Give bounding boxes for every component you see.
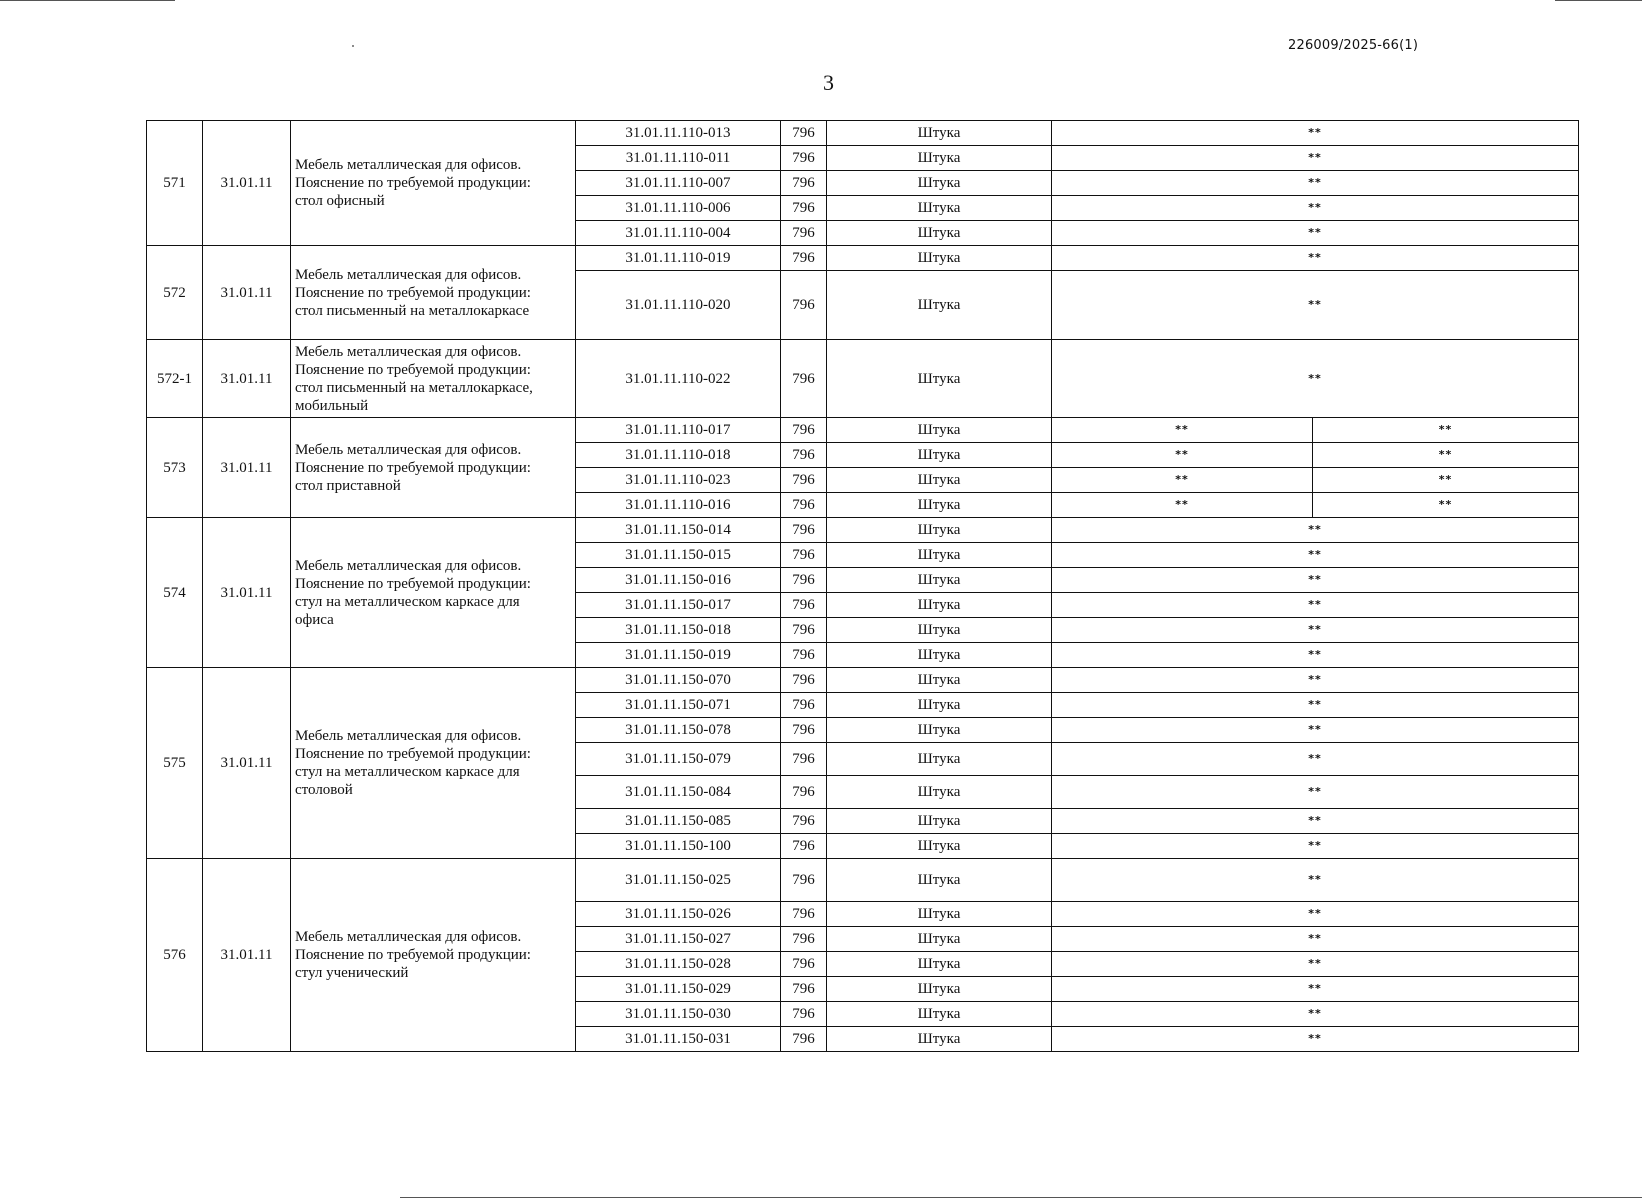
unit-name: Штука <box>827 618 1052 643</box>
okei-code: 796 <box>781 121 827 146</box>
scan-edge-line <box>400 1197 1642 1198</box>
ktru-code: 31.01.11.110-020 <box>576 271 781 340</box>
unit-name: Штука <box>827 668 1052 693</box>
description-line: мобильный <box>295 397 369 414</box>
okei-code: 796 <box>781 977 827 1002</box>
unit-name: Штука <box>827 568 1052 593</box>
item-number: 571 <box>147 121 203 246</box>
okei-code: 796 <box>781 196 827 221</box>
okei-code: 796 <box>781 902 827 927</box>
value-mark: ** <box>1052 718 1579 743</box>
okei-code: 796 <box>781 952 827 977</box>
page-number: 3 <box>823 70 834 95</box>
table-row <box>147 668 1579 693</box>
ktru-code: 31.01.11.150-025 <box>576 859 781 902</box>
ktru-code: 31.01.11.110-013 <box>576 121 781 146</box>
ktru-code: 31.01.11.150-031 <box>576 1027 781 1052</box>
okei-code: 796 <box>781 693 827 718</box>
okei-code: 796 <box>781 171 827 196</box>
value-mark: ** <box>1052 271 1579 340</box>
okei-code: 796 <box>781 493 827 518</box>
ktru-code: 31.01.11.150-015 <box>576 543 781 568</box>
value-mark: ** <box>1052 902 1579 927</box>
item-number: 573 <box>147 418 203 518</box>
okpd-class-code: 31.01.11 <box>203 668 291 859</box>
description-line: стол офисный <box>295 193 385 209</box>
item-description <box>291 121 576 246</box>
ktru-code: 31.01.11.150-029 <box>576 977 781 1002</box>
description-line: стол письменный на металлокаркасе, <box>295 379 533 396</box>
description-line: Мебель металлическая для офисов. <box>295 929 522 945</box>
value-mark: ** <box>1052 834 1579 859</box>
description-line: столовой <box>295 782 353 798</box>
unit-name: Штука <box>827 196 1052 221</box>
okpd-class-code: 31.01.11 <box>203 340 291 418</box>
okei-code: 796 <box>781 518 827 543</box>
item-number: 576 <box>147 859 203 1052</box>
description-line: стул ученический <box>295 965 409 981</box>
ktru-code: 31.01.11.150-019 <box>576 643 781 668</box>
item-description <box>291 859 576 1052</box>
ktru-code: 31.01.11.150-100 <box>576 834 781 859</box>
description-line: офиса <box>295 611 334 628</box>
ktru-code: 31.01.11.150-018 <box>576 618 781 643</box>
okei-code: 796 <box>781 568 827 593</box>
unit-name: Штука <box>827 809 1052 834</box>
description-line: Пояснение по требуемой продукции: <box>295 746 531 762</box>
value-mark: ** <box>1052 952 1579 977</box>
description-line: Мебель металлическая для офисов. <box>295 157 522 173</box>
description-line: стол приставной <box>295 477 401 494</box>
okei-code: 796 <box>781 146 827 171</box>
value-mark: ** <box>1052 859 1579 902</box>
document-id: 226009/2025-66(1) <box>1288 38 1419 53</box>
ktru-code: 31.01.11.110-023 <box>576 468 781 493</box>
value-mark: ** <box>1052 246 1579 271</box>
value-mark: ** <box>1052 443 1313 468</box>
value-mark: ** <box>1313 418 1579 443</box>
item-number: 575 <box>147 668 203 859</box>
item-number: 572-1 <box>147 340 203 418</box>
okei-code: 796 <box>781 1002 827 1027</box>
unit-name: Штука <box>827 593 1052 618</box>
value-mark: ** <box>1052 171 1579 196</box>
unit-name: Штука <box>827 271 1052 340</box>
scan-edge-line <box>0 0 175 1</box>
value-mark: ** <box>1052 1027 1579 1052</box>
value-mark: ** <box>1313 468 1579 493</box>
description-line: Пояснение по требуемой продукции: <box>295 361 531 378</box>
value-mark: ** <box>1052 693 1579 718</box>
ktru-code: 31.01.11.110-017 <box>576 418 781 443</box>
value-mark: ** <box>1052 543 1579 568</box>
ktru-code: 31.01.11.110-006 <box>576 196 781 221</box>
okei-code: 796 <box>781 618 827 643</box>
unit-name: Штука <box>827 859 1052 902</box>
value-mark: ** <box>1052 418 1313 443</box>
okei-code: 796 <box>781 927 827 952</box>
okei-code: 796 <box>781 809 827 834</box>
okei-code: 796 <box>781 643 827 668</box>
value-mark: ** <box>1052 340 1579 418</box>
okei-code: 796 <box>781 718 827 743</box>
item-description <box>291 668 576 859</box>
unit-name: Штука <box>827 121 1052 146</box>
ktru-code: 31.01.11.150-016 <box>576 568 781 593</box>
ktru-code: 31.01.11.110-016 <box>576 493 781 518</box>
unit-name: Штука <box>827 643 1052 668</box>
ktru-code: 31.01.11.110-018 <box>576 443 781 468</box>
description-line: Пояснение по требуемой продукции: <box>295 175 531 191</box>
okei-code: 796 <box>781 859 827 902</box>
value-mark: ** <box>1052 927 1579 952</box>
okei-code: 796 <box>781 271 827 340</box>
unit-name: Штука <box>827 543 1052 568</box>
value-mark: ** <box>1052 668 1579 693</box>
table-row <box>147 518 1579 543</box>
unit-name: Штука <box>827 221 1052 246</box>
description-line: Мебель металлическая для офисов. <box>295 557 522 574</box>
value-mark: ** <box>1052 618 1579 643</box>
ktru-code: 31.01.11.150-078 <box>576 718 781 743</box>
item-description <box>291 418 576 518</box>
item-number: 572 <box>147 246 203 340</box>
ktru-code: 31.01.11.150-030 <box>576 1002 781 1027</box>
description-line: Мебель металлическая для офисов. <box>295 266 522 283</box>
unit-name: Штука <box>827 693 1052 718</box>
item-description <box>291 518 576 668</box>
table-row <box>147 418 1579 443</box>
unit-name: Штука <box>827 834 1052 859</box>
okei-code: 796 <box>781 418 827 443</box>
value-mark: ** <box>1052 776 1579 809</box>
unit-name: Штука <box>827 1027 1052 1052</box>
okpd-class-code: 31.01.11 <box>203 859 291 1052</box>
value-mark: ** <box>1052 593 1579 618</box>
product-table <box>146 120 1579 1052</box>
unit-name: Штука <box>827 1002 1052 1027</box>
okpd-class-code: 31.01.11 <box>203 246 291 340</box>
ktru-code: 31.01.11.150-026 <box>576 902 781 927</box>
item-description <box>291 340 576 418</box>
unit-name: Штука <box>827 468 1052 493</box>
okpd-class-code: 31.01.11 <box>203 121 291 246</box>
okei-code: 796 <box>781 593 827 618</box>
unit-name: Штука <box>827 718 1052 743</box>
unit-name: Штука <box>827 340 1052 418</box>
unit-name: Штука <box>827 246 1052 271</box>
value-mark: ** <box>1313 443 1579 468</box>
okei-code: 796 <box>781 743 827 776</box>
okei-code: 796 <box>781 543 827 568</box>
description-line: стол письменный на металлокаркасе <box>295 302 530 319</box>
ktru-code: 31.01.11.110-011 <box>576 146 781 171</box>
ktru-code: 31.01.11.110-019 <box>576 246 781 271</box>
ktru-code: 31.01.11.150-070 <box>576 668 781 693</box>
value-mark: ** <box>1052 121 1579 146</box>
description-line: стул на металлическом каркасе для <box>295 593 520 610</box>
description-line: стул на металлическом каркасе для <box>295 764 520 780</box>
value-mark: ** <box>1052 146 1579 171</box>
ktru-code: 31.01.11.150-071 <box>576 693 781 718</box>
unit-name: Штука <box>827 743 1052 776</box>
okei-code: 796 <box>781 1027 827 1052</box>
ktru-code: 31.01.11.110-022 <box>576 340 781 418</box>
ktru-code: 31.01.11.150-017 <box>576 593 781 618</box>
description-line: Пояснение по требуемой продукции: <box>295 459 531 476</box>
value-mark: ** <box>1052 468 1313 493</box>
item-number: 574 <box>147 518 203 668</box>
scan-edge-line <box>1555 0 1642 1</box>
table-row <box>147 340 1579 418</box>
okei-code: 796 <box>781 246 827 271</box>
unit-name: Штука <box>827 776 1052 809</box>
okpd-class-code: 31.01.11 <box>203 518 291 668</box>
ktru-code: 31.01.11.110-004 <box>576 221 781 246</box>
table-row <box>147 859 1579 902</box>
ktru-code: 31.01.11.150-028 <box>576 952 781 977</box>
item-description <box>291 246 576 340</box>
unit-name: Штука <box>827 977 1052 1002</box>
description-line: Мебель металлическая для офисов. <box>295 441 522 458</box>
value-mark: ** <box>1052 196 1579 221</box>
unit-name: Штука <box>827 171 1052 196</box>
table-row <box>147 246 1579 271</box>
okei-code: 796 <box>781 340 827 418</box>
okpd-class-code: 31.01.11 <box>203 418 291 518</box>
description-line: Пояснение по требуемой продукции: <box>295 284 531 301</box>
ktru-code: 31.01.11.150-084 <box>576 776 781 809</box>
table-row <box>147 121 1579 146</box>
unit-name: Штука <box>827 443 1052 468</box>
unit-name: Штука <box>827 902 1052 927</box>
ktru-code: 31.01.11.110-007 <box>576 171 781 196</box>
description-line: Мебель металлическая для офисов. <box>295 728 522 744</box>
value-mark: ** <box>1052 977 1579 1002</box>
ktru-code: 31.01.11.150-085 <box>576 809 781 834</box>
okei-code: 796 <box>781 221 827 246</box>
value-mark: ** <box>1052 1002 1579 1027</box>
description-line: Пояснение по требуемой продукции: <box>295 947 531 963</box>
okei-code: 796 <box>781 834 827 859</box>
value-mark: ** <box>1052 643 1579 668</box>
value-mark: ** <box>1052 743 1579 776</box>
value-mark: ** <box>1052 518 1579 543</box>
ktru-code: 31.01.11.150-027 <box>576 927 781 952</box>
okei-code: 796 <box>781 668 827 693</box>
ktru-code: 31.01.11.150-079 <box>576 743 781 776</box>
unit-name: Штука <box>827 493 1052 518</box>
unit-name: Штука <box>827 952 1052 977</box>
okei-code: 796 <box>781 468 827 493</box>
okei-code: 796 <box>781 776 827 809</box>
okei-code: 796 <box>781 443 827 468</box>
value-mark: ** <box>1313 493 1579 518</box>
unit-name: Штука <box>827 927 1052 952</box>
value-mark: ** <box>1052 493 1313 518</box>
unit-name: Штука <box>827 418 1052 443</box>
value-mark: ** <box>1052 221 1579 246</box>
value-mark: ** <box>1052 568 1579 593</box>
scan-speck <box>352 45 354 47</box>
unit-name: Штука <box>827 518 1052 543</box>
value-mark: ** <box>1052 809 1579 834</box>
ktru-code: 31.01.11.150-014 <box>576 518 781 543</box>
description-line: Мебель металлическая для офисов. <box>295 343 522 360</box>
unit-name: Штука <box>827 146 1052 171</box>
description-line: Пояснение по требуемой продукции: <box>295 575 531 592</box>
